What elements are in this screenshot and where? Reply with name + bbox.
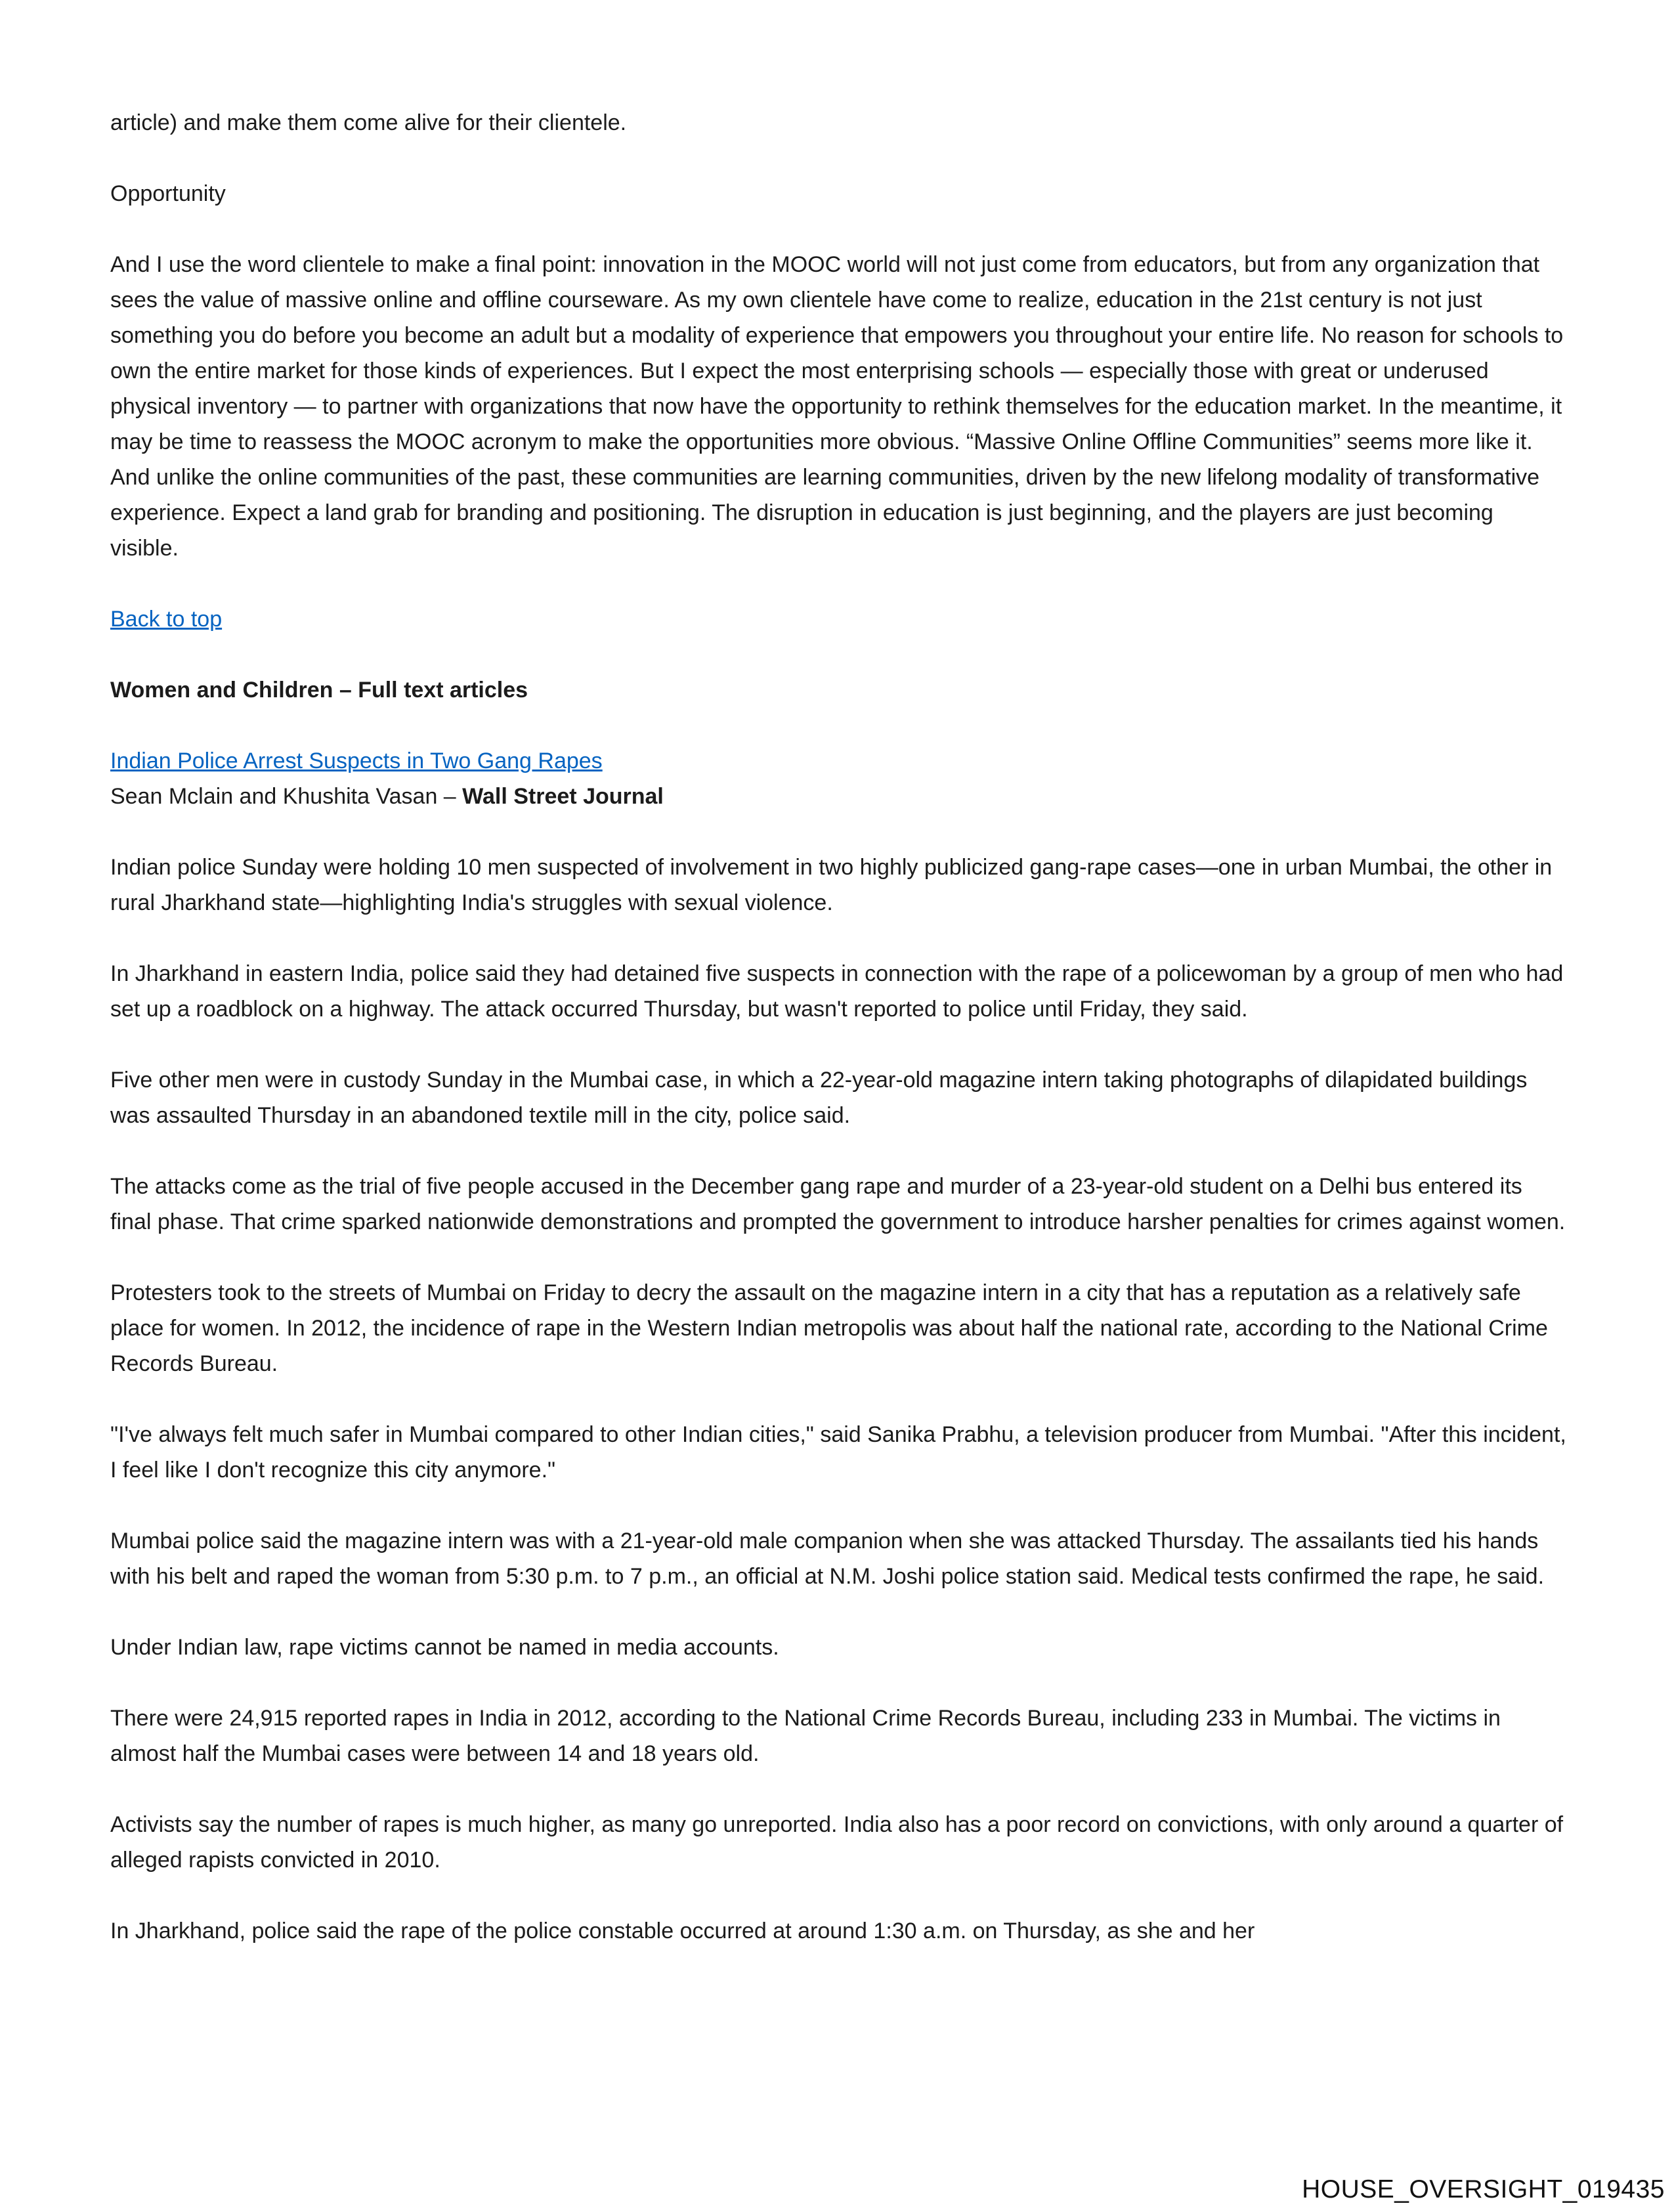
article-paragraph: There were 24,915 reported rapes in India in 2012, according to the National Crime Records Bureau, including 233 in Mumbai. The victims in almost half the Mumbai cases were between 14 and 18 years old. (110, 1706, 1501, 1766)
article-title-link[interactable]: Indian Police Arrest Suspects in Two Gang Rapes (110, 748, 603, 773)
article-byline (110, 779, 1568, 814)
article-paragraph: Activists say the number of rapes is much higher, as many go unreported. India also has a poor record on convictions, with only around a quarter of alleged rapists convicted in 2010. (110, 1812, 1564, 1873)
back-to-top-link[interactable]: Back to top (110, 607, 223, 632)
article-paragraph: Mumbai police said the magazine intern was with a 21-year-old male companion when she was attacked Thursday. The assailants tied his hands with his belt and raped the woman from 5:30 p.m. to 7 p.m., an official at N.M. Joshi police station said. Medical tests confirmed the rape, he said. (110, 1529, 1545, 1589)
section-heading-women-and-children: Women and Children – Full text articles (110, 678, 528, 703)
article-paragraph: In Jharkhand in eastern India, police said they had detained five suspects in connection with the rape of a policewoman by a group of men who had set up a roadblock on a highway. The attack occurred Thursday, but wasn't reported to police until Friday, they said. (110, 961, 1564, 1022)
back-to-top-paragraph (110, 601, 1568, 637)
byline-source: Wall Street Journal (462, 784, 664, 809)
opportunity-subheading: Opportunity (110, 181, 226, 206)
byline-authors: Sean Mclain and Khushita Vasan – (110, 784, 463, 809)
article-title-paragraph (110, 743, 1568, 779)
bates-stamp: HOUSE_OVERSIGHT_019435 (1302, 2175, 1665, 2203)
article-paragraph: The attacks come as the trial of five people accused in the December gang rape and murder of a 23-year-old student on a Delhi bus entered its final phase. That crime sparked nationwide demonstrations and prompted the government to introduce harsher penalties for crimes against women. (110, 1174, 1566, 1234)
article-paragraph: Under Indian law, rape victims cannot be named in media accounts. (110, 1635, 779, 1660)
article-paragraph: Indian police Sunday were holding 10 men suspected of involvement in two highly publicized gang-rape cases—one in urban Mumbai, the other in rural Jharkhand state—highlighting India's struggles with sexual violence. (110, 855, 1553, 915)
article-paragraph: In Jharkhand, police said the rape of the police constable occurred at around 1:30 a.m. on Thursday, as she and her (110, 1919, 1255, 1943)
lead-fragment-paragraph: article) and make them come alive for their clientele. (110, 110, 627, 135)
article-paragraph: Protesters took to the streets of Mumbai on Friday to decry the assault on the magazine intern in a city that has a reputation as a relatively safe place for women. In 2012, the incidence of rape in the Western Indian metropolis was about half the national rate, according to the National Crime Records Bureau. (110, 1280, 1548, 1376)
article-paragraph: Five other men were in custody Sunday in the Mumbai case, in which a 22-year-old magazine intern taking photographs of dilapidated buildings was assaulted Thursday in an abandoned textile mill in the city, police said. (110, 1068, 1528, 1128)
mooc-body-paragraph: And I use the word clientele to make a final point: innovation in the MOOC world will not just come from educators, but from any organization that sees the value of massive online and offline courseware. As my own clientele have come to realize, education in the 21st century is not just something you do before you become an adult but a modality of experience that empowers you throughout your entire life. No reason for schools to own the entire market for those kinds of experiences. But I expect the most enterprising schools — especially those with great or underused physical inventory — to partner with organizations that now have the opportunity to rethink themselves for the education market. In the meantime, it may be time to reassess the MOOC acronym to make the opportunities more obvious. “Massive Online Offline Communities” seems more like it. And unlike the online communities of the past, these communities are learning communities, driven by the new lifelong modality of transformative experience. Expect a land grab for branding and positioning. The disruption in education is just beginning, and the players are just becoming visible. (110, 252, 1564, 561)
document-page (110, 105, 1568, 1984)
article-paragraph: "I've always felt much safer in Mumbai compared to other Indian cities," said Sanika Prabhu, a television producer from Mumbai. "After this incident, I feel like I don't recognize this city anymore." (110, 1422, 1566, 1483)
